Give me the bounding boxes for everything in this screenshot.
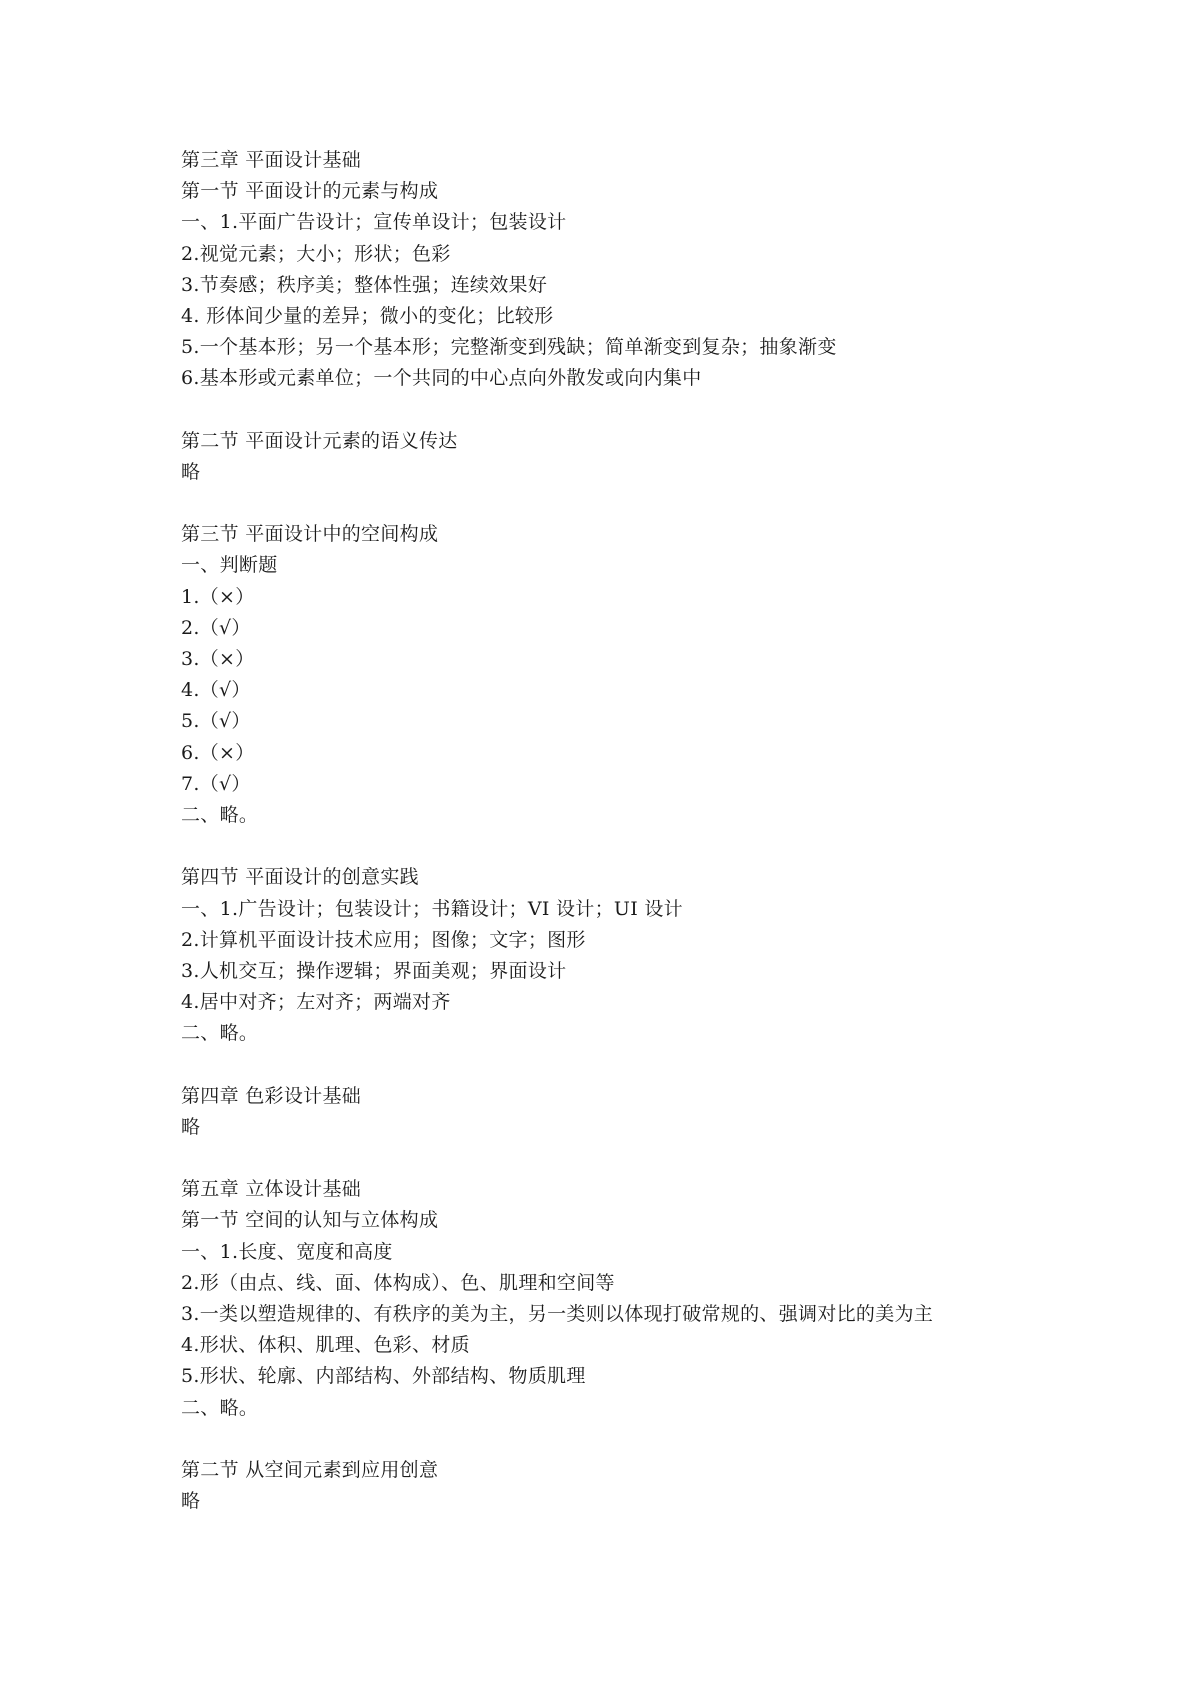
answer-line: 5.一个基本形；另一个基本形；完整渐变到残缺；简单渐变到复杂；抽象渐变 bbox=[181, 336, 837, 359]
answer-line: 3.节奏感；秩序美；整体性强；连续效果好 bbox=[181, 273, 548, 296]
section-heading: 第二节 平面设计元素的语义传达 bbox=[181, 429, 458, 452]
chapter-heading: 第三章 平面设计基础 bbox=[181, 149, 362, 171]
answer-line: 1.（×） bbox=[181, 585, 255, 608]
section-chapter4 bbox=[181, 1081, 1081, 1143]
answer-line: 4.（√） bbox=[181, 679, 251, 702]
answer-line: 4.居中对齐；左对齐；两端对齐 bbox=[181, 991, 451, 1014]
answer-line: 略 bbox=[181, 1490, 201, 1513]
answer-line: 一、1.广告设计；包装设计；书籍设计；VI 设计；UI 设计 bbox=[181, 897, 683, 920]
section-heading: 第二节 从空间元素到应用创意 bbox=[181, 1458, 439, 1481]
answer-line: 2.形（由点、线、面、体构成）、色、肌理和空间等 bbox=[181, 1271, 615, 1294]
answer-line: 二、略。 bbox=[181, 1022, 259, 1045]
answer-line: 略 bbox=[181, 1115, 201, 1138]
paragraph-gap bbox=[181, 1049, 1081, 1080]
section-chapter3-part1 bbox=[181, 145, 1081, 395]
answer-line: 4.形状、体积、肌理、色彩、材质 bbox=[181, 1334, 470, 1357]
document-body bbox=[181, 145, 1081, 1517]
paragraph-gap bbox=[181, 831, 1081, 862]
answer-line: 一、1.长度、宽度和高度 bbox=[181, 1240, 393, 1263]
section-chapter5-part2 bbox=[181, 1455, 1081, 1517]
answer-line: 6.基本形或元素单位；一个共同的中心点向外散发或向内集中 bbox=[181, 367, 702, 390]
answer-line: 5.形状、轮廓、内部结构、外部结构、物质肌理 bbox=[181, 1365, 586, 1388]
answer-line: 2.计算机平面设计技术应用；图像；文字；图形 bbox=[181, 928, 586, 951]
answer-line: 5.（√） bbox=[181, 710, 251, 733]
answer-line: 2.（√） bbox=[181, 616, 251, 639]
section-chapter3-part3 bbox=[181, 519, 1081, 831]
answer-line: 一、1.平面广告设计；宣传单设计；包装设计 bbox=[181, 211, 567, 234]
answer-line: 4. 形体间少量的差异；微小的变化；比较形 bbox=[181, 304, 554, 327]
subheading: 一、判断题 bbox=[181, 554, 278, 577]
answer-line: 6.（×） bbox=[181, 741, 255, 764]
answer-line: 3.一类以塑造规律的、有秩序的美为主，另一类则以体现打破常规的、强调对比的美为主 bbox=[181, 1302, 934, 1325]
answer-line: 二、略。 bbox=[181, 803, 259, 826]
paragraph-gap bbox=[181, 1143, 1081, 1174]
paragraph-gap bbox=[181, 488, 1081, 519]
answer-line: 略 bbox=[181, 460, 201, 483]
section-chapter3-part2 bbox=[181, 426, 1081, 488]
section-chapter3-part4 bbox=[181, 862, 1081, 1049]
section-heading: 第一节 平面设计的元素与构成 bbox=[181, 180, 439, 203]
chapter-heading: 第五章 立体设计基础 bbox=[181, 1178, 362, 1201]
section-heading: 第四节 平面设计的创意实践 bbox=[181, 866, 419, 889]
section-chapter5-part1 bbox=[181, 1174, 1081, 1424]
chapter-heading: 第四章 色彩设计基础 bbox=[181, 1084, 362, 1107]
section-heading: 第一节 空间的认知与立体构成 bbox=[181, 1209, 439, 1232]
paragraph-gap bbox=[181, 395, 1081, 426]
answer-line: 3.（×） bbox=[181, 648, 255, 670]
answer-line: 2.视觉元素；大小；形状；色彩 bbox=[181, 242, 451, 265]
paragraph-gap bbox=[181, 1424, 1081, 1455]
answer-line: 二、略。 bbox=[181, 1396, 259, 1419]
answer-line: 7.（√） bbox=[181, 772, 251, 795]
answer-line: 3.人机交互；操作逻辑；界面美观；界面设计 bbox=[181, 959, 567, 982]
section-heading: 第三节 平面设计中的空间构成 bbox=[181, 523, 439, 546]
